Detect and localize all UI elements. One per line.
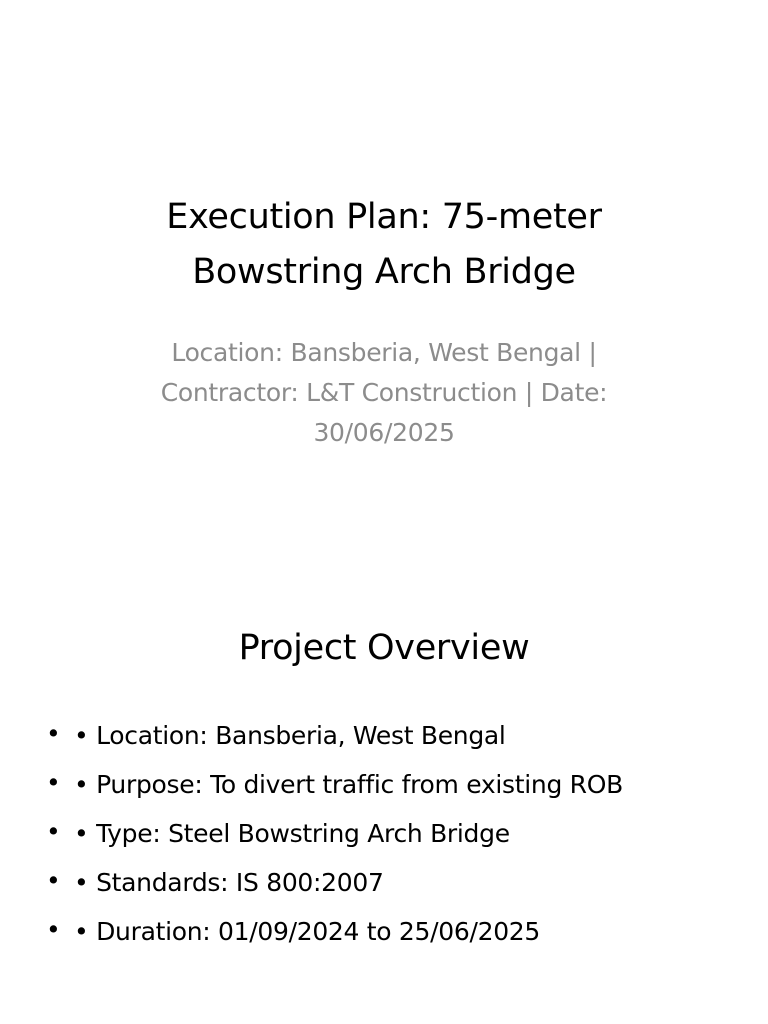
bullet-marker: • [46,866,61,895]
bullet-marker: • [46,817,61,846]
slide-title: Execution Plan: 75-meter Bowstring Arch Bridge [166,197,602,292]
list-item [0,907,768,956]
bullet-list [0,711,768,956]
bullet-marker: • [46,915,61,944]
section-title: Project Overview [238,628,530,668]
bullet-marker: • [46,719,61,748]
list-item [0,809,768,858]
slide-subtitle: Location: Bansberia, West Bengal | Contractor: L&T Construction | Date: 30/06/2025 [160,338,608,447]
project-overview-slide [0,512,768,1024]
list-item [0,858,768,907]
bullet-text: • Type: Steel Bowstring Arch Bridge [74,819,510,848]
bullet-text: • Location: Bansberia, West Bengal [74,721,506,750]
list-item [0,711,768,760]
bullet-text: • Standards: IS 800:2007 [74,868,384,897]
bullet-marker: • [46,768,61,797]
bullet-text: • Purpose: To divert traffic from existing ROB [74,770,623,799]
bullet-text: • Duration: 01/09/2024 to 25/06/2025 [74,917,541,946]
list-item [0,760,768,809]
